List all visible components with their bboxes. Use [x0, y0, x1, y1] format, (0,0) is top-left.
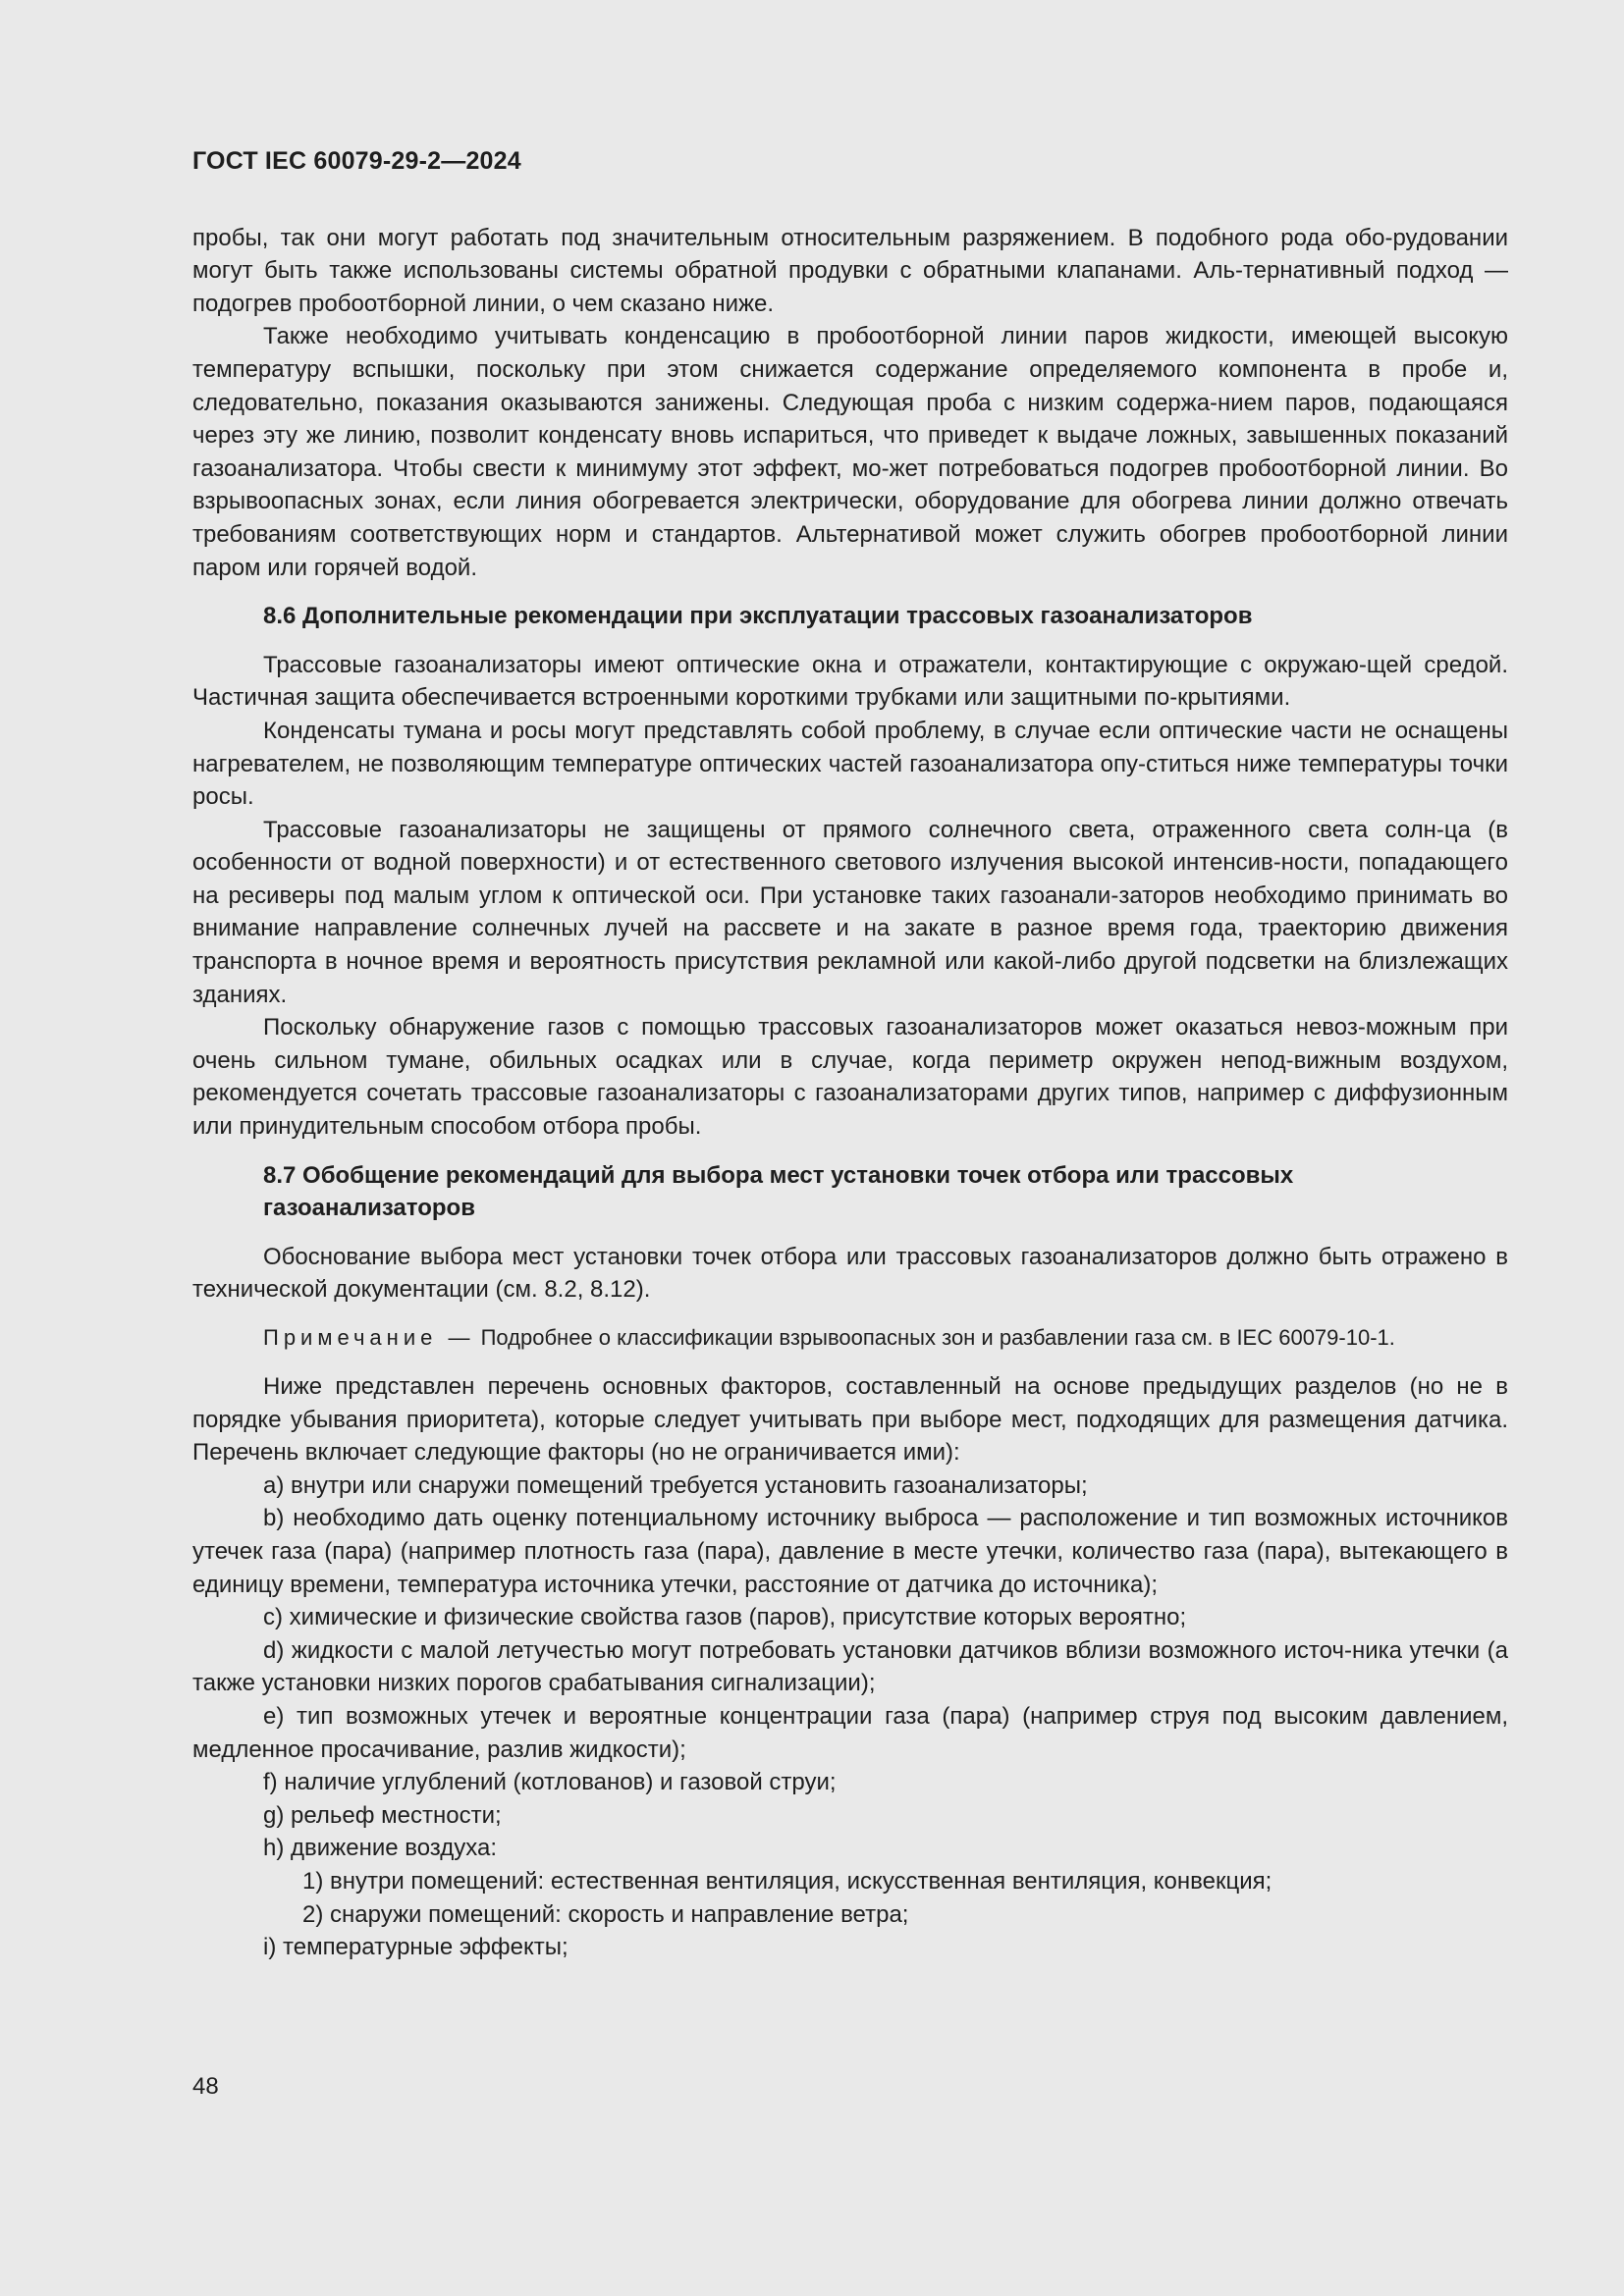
- paragraph: Трассовые газоанализаторы не защищены от прямого солнечного света, отраженного света солн-ца (в особенности от водной поверхности) и от естественного светового излучения высокой интенсив-ности, попадающего на ресиверы под малым углом к оптической оси. При установке таких газоанали-заторов необходимо принимать во внимание направление солнечных лучей на рассвете и на закате в разное время года, траекторию движения транспорта в ночное время и вероятность присутствия рекламной или какой-либо другой подсветки на близлежащих зданиях.: [192, 816, 1508, 1008]
- paragraph: пробы, так они могут работать под значительным относительным разряжением. В подобного рода обо-рудовании могут быть также использованы системы обратной продувки с обратными клапанами. Аль-тернативный подход — подогрев пробоотборной линии, о чем сказано ниже.: [192, 224, 1508, 317]
- note-text: Подробнее о классификации взрывоопасных зон и разбавлении газа см. в IEC 60079-10-1.: [480, 1325, 1395, 1350]
- document-header: ГОСТ IEC 60079-29-2—2024: [192, 147, 521, 175]
- list-item: g) рельеф местности;: [263, 1801, 502, 1829]
- heading-line: газоанализаторов: [263, 1195, 475, 1222]
- document-page: [192, 145, 1508, 1964]
- paragraph: Поскольку обнаружение газов с помощью трассовых газоанализаторов может оказаться невоз-можным при очень сильном тумане, обильных осадках или в случае, когда периметр окружен непод-вижным воздухом, рекомендуется сочетать трассовые газоанализаторы с газоанализаторами других типов, например с диффузионным или принудительным способом отбора пробы.: [192, 1014, 1508, 1141]
- section-heading-8-6: 8.6 Дополнительные рекомендации при эксплуатации трассовых газоанализаторов: [263, 603, 1253, 630]
- list-item: i) температурные эффекты;: [263, 1934, 568, 1961]
- paragraph: Конденсаты тумана и росы могут представлять собой проблему, в случае если оптические части не оснащены нагревателем, не позволяющим температуре оптических частей газоанализатора опу-ститься ниже температуры точки росы.: [192, 717, 1508, 811]
- paragraph: Ниже представлен перечень основных факторов, составленный на основе предыдущих разделов (но не в порядке убывания приоритета), которые следует учитывать при выборе мест, подходящих для размещения датчика. Перечень включает следующие факторы (но не ограничивается ими):: [192, 1373, 1508, 1467]
- heading-line: 8.7 Обобщение рекомендаций для выбора мест установки точек отбора или трассовых: [263, 1161, 1294, 1189]
- page-number: 48: [192, 2073, 219, 2100]
- list-item: c) химические и физические свойства газов (паров), присутствие которых вероятно;: [263, 1604, 1187, 1631]
- note: [192, 1322, 1508, 1353]
- sub-list-item: 1) внутри помещений: естественная вентиляция, искусственная вентиляция, конвекция;: [302, 1867, 1272, 1895]
- list-item: h) движение воздуха:: [263, 1835, 498, 1862]
- list-item: f) наличие углублений (котлованов) и газовой струи;: [263, 1769, 837, 1796]
- note-label: Примечание —: [263, 1325, 475, 1350]
- paragraph: Обоснование выбора мест установки точек отбора или трассовых газоанализаторов должно быть отражено в технической документации (см. 8.2, 8.12).: [192, 1243, 1508, 1304]
- section-heading-8-7: [263, 1159, 1508, 1225]
- list-item: b) необходимо дать оценку потенциальному источнику выброса — расположение и тип возможных источников утечек газа (пара) (например плотность газа (пара), давление в месте утечки, количество газа (пара), вытекающего в единицу времени, температура источника утечки, расстояние от датчика до источника);: [192, 1505, 1508, 1598]
- list-item: e) тип возможных утечек и вероятные концентрации газа (пара) (например струя под высоким давлением, медленное просачивание, разлив жидкости);: [192, 1702, 1508, 1763]
- paragraph: Трассовые газоанализаторы имеют оптические окна и отражатели, контактирующие с окружаю-щей средой. Частичная защита обеспечивается встроенными короткими трубками или защитными по-крытиями.: [192, 651, 1508, 712]
- sub-list-item: 2) снаружи помещений: скорость и направление ветра;: [302, 1900, 909, 1928]
- paragraph: Также необходимо учитывать конденсацию в пробоотборной линии паров жидкости, имеющей высокую температуру вспышки, поскольку при этом снижается содержание определяемого компонента в пробе и, следовательно, показания оказываются занижены. Следующая проба с низким содержа-нием паров, подающаяся через эту же линию, позволит конденсату вновь испариться, что приведет к выдаче ложных, завышенных показаний газоанализатора. Чтобы свести к минимуму этот эффект, мо-жет потребоваться подогрев пробоотборной линии. Во взрывоопасных зонах, если линия обогревается электрически, оборудование для обогрева линии должно отвечать требованиям соответствующих норм и стандартов. Альтернативой может служить обогрев пробоотборной линии паром или горячей водой.: [192, 323, 1508, 581]
- list-item: a) внутри или снаружи помещений требуется установить газоанализаторы;: [263, 1471, 1088, 1499]
- list-item: d) жидкости с малой летучестью могут потребовать установки датчиков вблизи возможного источ-ника утечки (а также установки низких порогов срабатывания сигнализации);: [192, 1636, 1508, 1697]
